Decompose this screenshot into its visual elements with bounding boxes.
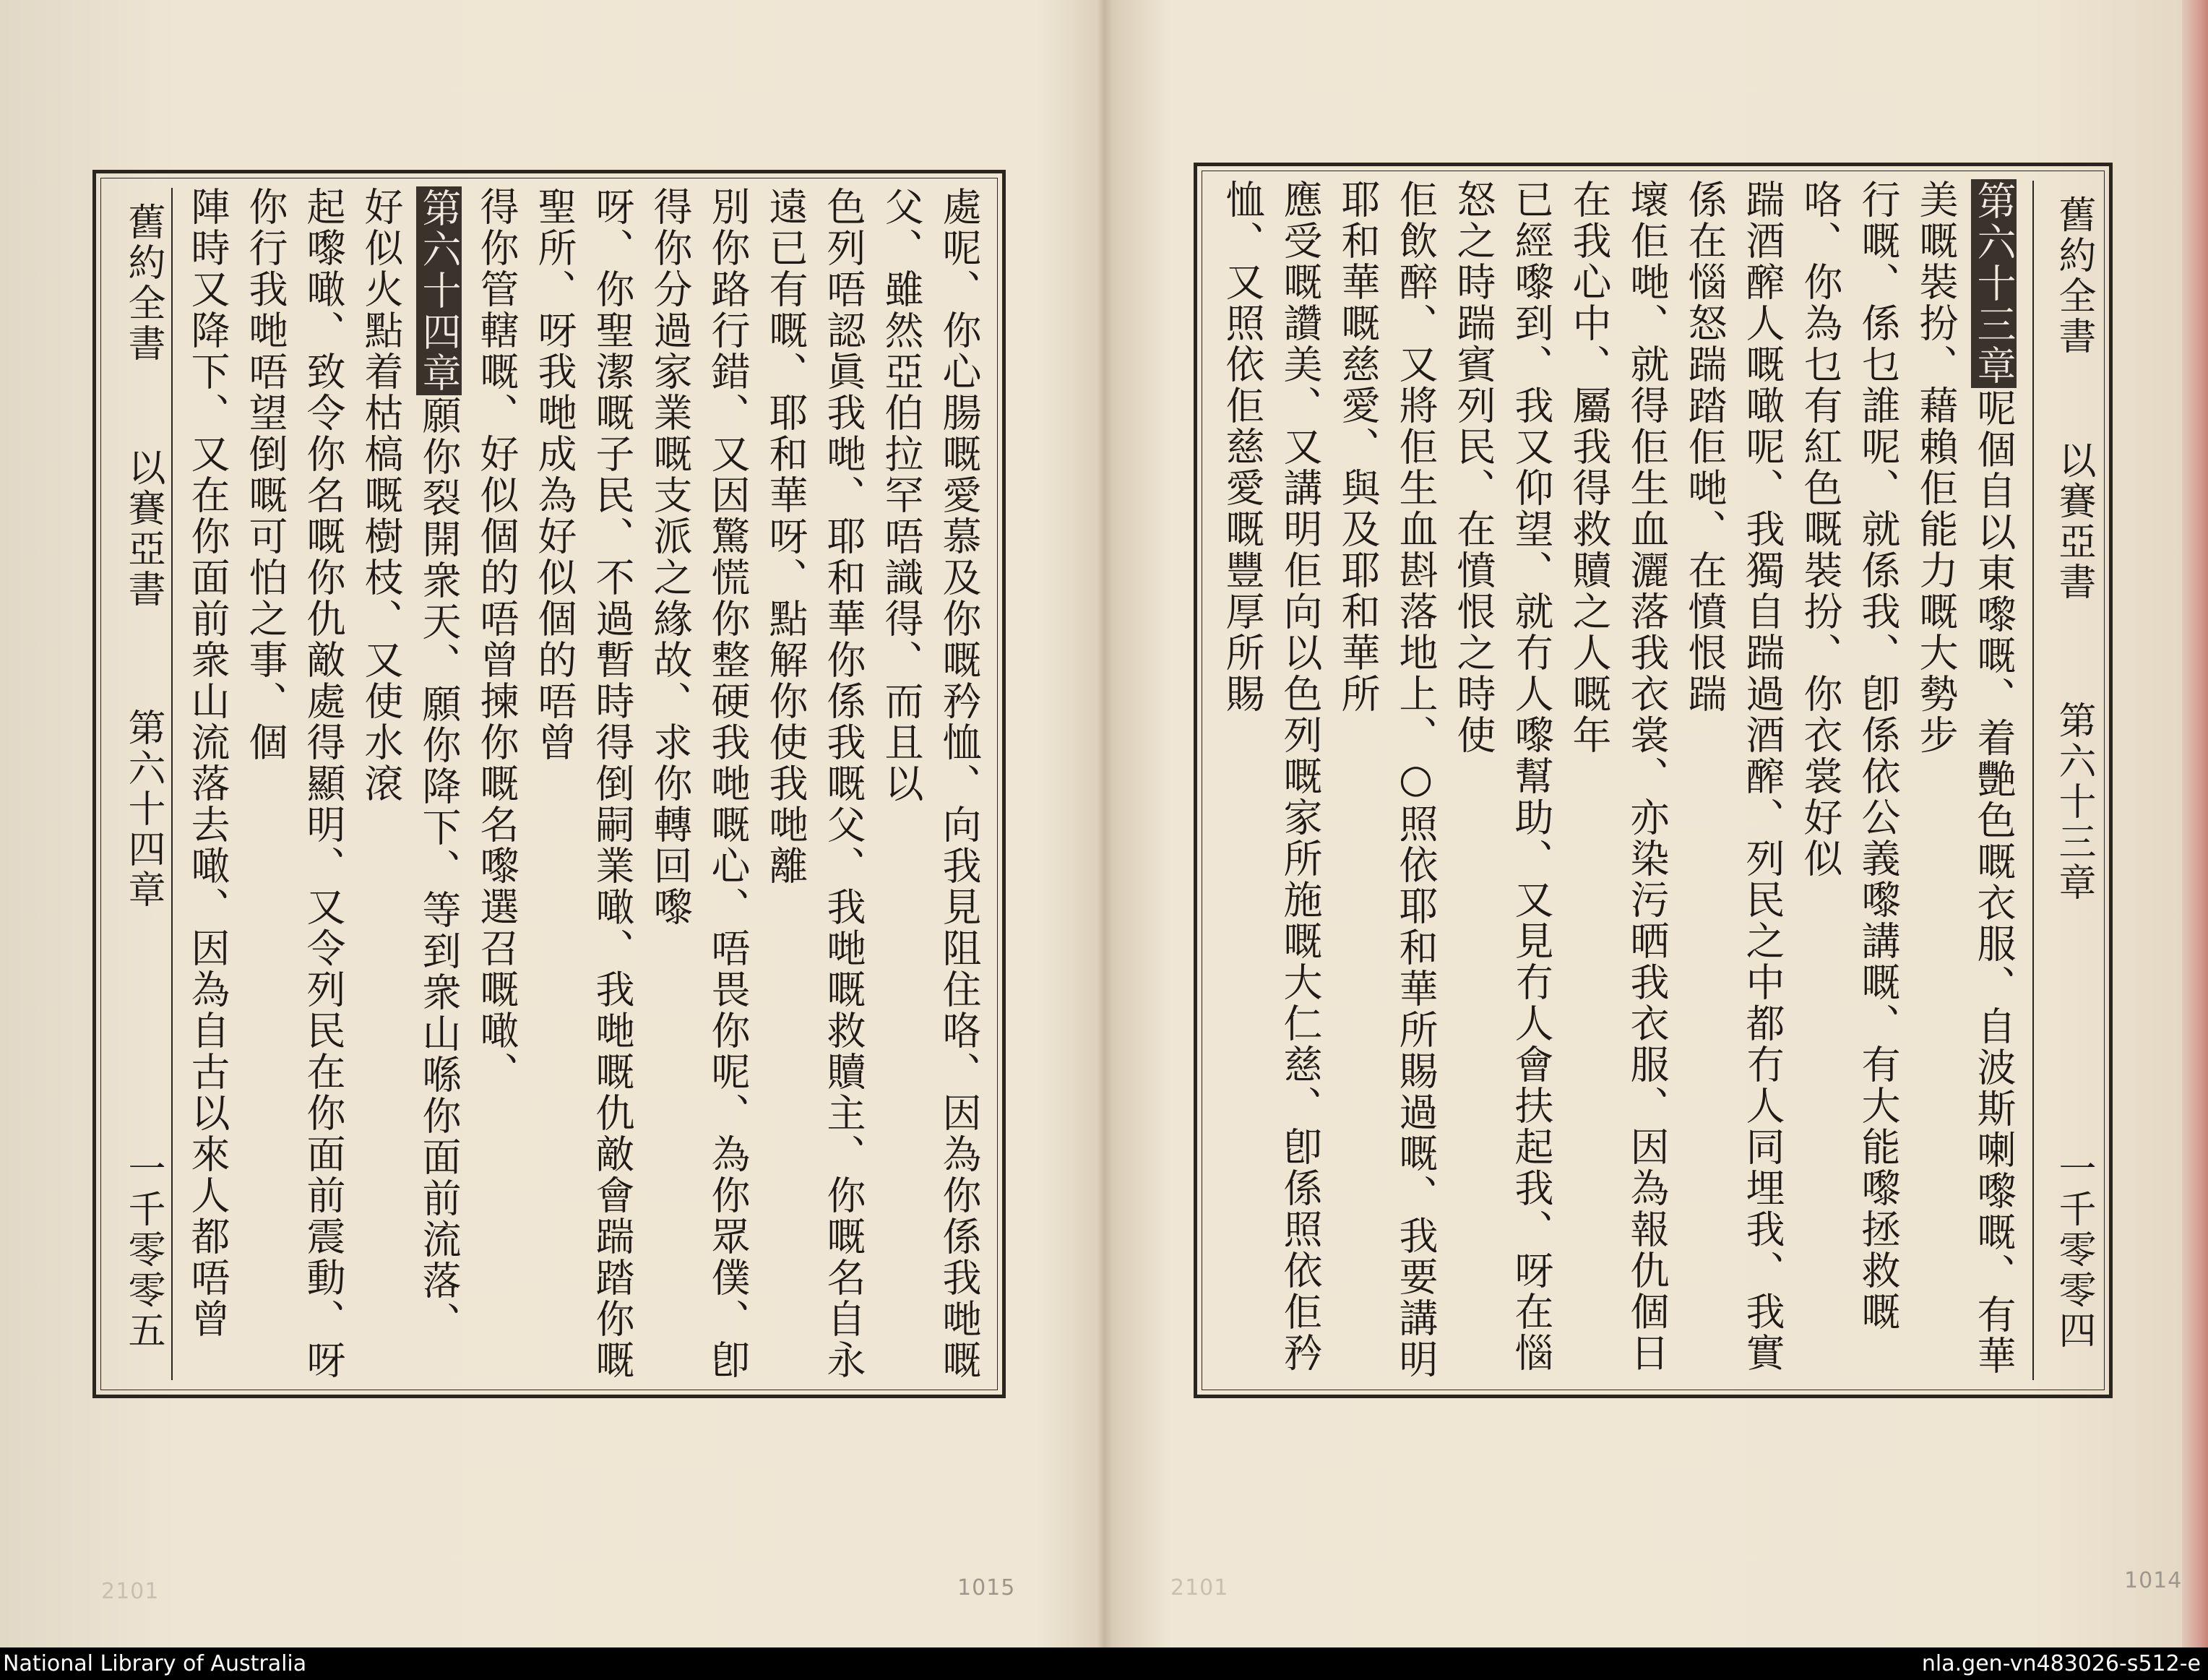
text-column: 第六十三章呢個自以東嚟嘅、着艷色嘅衣服、自波斯喇嚟嘅、有華美嘅裝扮、藉賴佢能力嘅大勢步	[1913, 179, 2017, 1377]
text-column: 色列唔認眞我哋、耶和華你係我嘅父、我哋嘅救贖主、你嘅名自永遠已有嘅、耶和華呀、點解你使我哋離	[763, 186, 866, 1381]
chapter-heading: 第六十四章	[416, 188, 462, 394]
book-title: 舊約全書	[2052, 195, 2095, 357]
text-column: 呀、你聖潔嘅子民、不過暫時得倒嗣業噉、我哋嘅仇敵會踹踏你嘅聖所、呀我哋成為好似個的唔曾	[532, 186, 635, 1381]
faint-page-mark: 2101	[101, 1579, 160, 1604]
left-page-text	[183, 186, 988, 1382]
text-column	[1212, 179, 1213, 1382]
text-column: 起嚟噉、致令你名嘅你仇敵處得顯明、又令列民在你面前震動、呀你行我哋唔望倒嘅可怕之事、個	[243, 186, 346, 1381]
right-page	[1113, 0, 2182, 1647]
chapter-label: 第六十三章	[2052, 701, 2095, 903]
right-page-text	[1212, 179, 2022, 1382]
chapter-heading: 第六十三章	[1971, 181, 2017, 387]
text-column: 已經嚟到、我又仰望、就冇人嚟幫助、又見冇人會扶起我、呀在惱怒之時踹賓列民、在憤恨之時使	[1451, 179, 1554, 1374]
footer-bar	[0, 1647, 2208, 1680]
item-identifier: nla.gen-vn483026-s512-e	[1921, 1651, 2201, 1676]
text-column: 佢飲醉、又將佢生血斟落地上、○照依耶和華所賜過嘅、我要講明耶和華嘅慈愛、與及耶和華所	[1335, 179, 1439, 1380]
library-name: National Library of Australia	[3, 1651, 307, 1676]
book-name: 以賽亞書	[121, 448, 165, 610]
pencil-page-number: 1015	[957, 1575, 1016, 1601]
right-running-header	[2032, 181, 2102, 1380]
page-number: 一千零零五	[121, 1149, 165, 1351]
faint-page-mark: 2101	[1170, 1575, 1229, 1601]
text-column: 踹酒醡人嘅噉呢、我獨自踹過酒醡、列民之中都冇人同埋我、我實係在惱怒踹踏佢哋、在憤恨踹	[1682, 179, 1785, 1374]
page-edge	[2182, 0, 2208, 1647]
page-number: 一千零零四	[2052, 1149, 2095, 1351]
text-column: 應受嘅讚美、又講明佢向以色列嘅家所施嘅大仁慈、卽係照依佢矜恤、又照依佢慈愛嘅豐厚所賜	[1220, 179, 1323, 1374]
chapter-label: 第六十四章	[121, 708, 165, 910]
book-name: 以賽亞書	[2052, 441, 2095, 603]
text-column: 陣時又降下、又在你面前衆山流落去噉、因為自古以來人都唔曾	[185, 186, 230, 1340]
right-page-frame	[1194, 163, 2113, 1398]
text-column: 得你管轄嘅、好似個的唔曾揀你嘅名嚟選召嘅噉、	[474, 186, 519, 1093]
left-page-frame	[92, 170, 1006, 1398]
text-column: 行嘅、係乜誰呢、就係我、卽係依公義嚟講嘅、有大能嚟拯救嘅咯、你為乜有紅色嘅裝扮、你衣裳好似	[1798, 179, 1901, 1332]
book-gutter	[1097, 0, 1113, 1647]
text-column: 處呢、你心腸嘅愛慕及你嘅矜恤、向我見阻住咯、因為你係我哋嘅父、雖然亞伯拉罕唔識得、而且以	[879, 186, 982, 1381]
text-column: 第六十四章願你裂開衆天、願你降下、等到衆山喺你面前流落、好似火點着枯槁嘅樹枝、又使水滾	[358, 186, 462, 1343]
text-column: 壞佢哋、就得佢生血灑落我衣裳、亦染污晒我衣服、因為報仇個日在我心中、屬我得救贖之人嘅年	[1566, 179, 1670, 1374]
pencil-page-number: 1014	[2124, 1568, 2183, 1593]
left-page	[0, 0, 1098, 1647]
book-title: 舊約全書	[121, 202, 165, 364]
left-running-header	[103, 188, 173, 1380]
text-column: 別你路行錯、又因驚慌你整硬我哋嘅心、唔畏你呢、為你眾僕、卽得你分過家業嘅支派之緣故、求你轉回嚟	[647, 186, 751, 1381]
